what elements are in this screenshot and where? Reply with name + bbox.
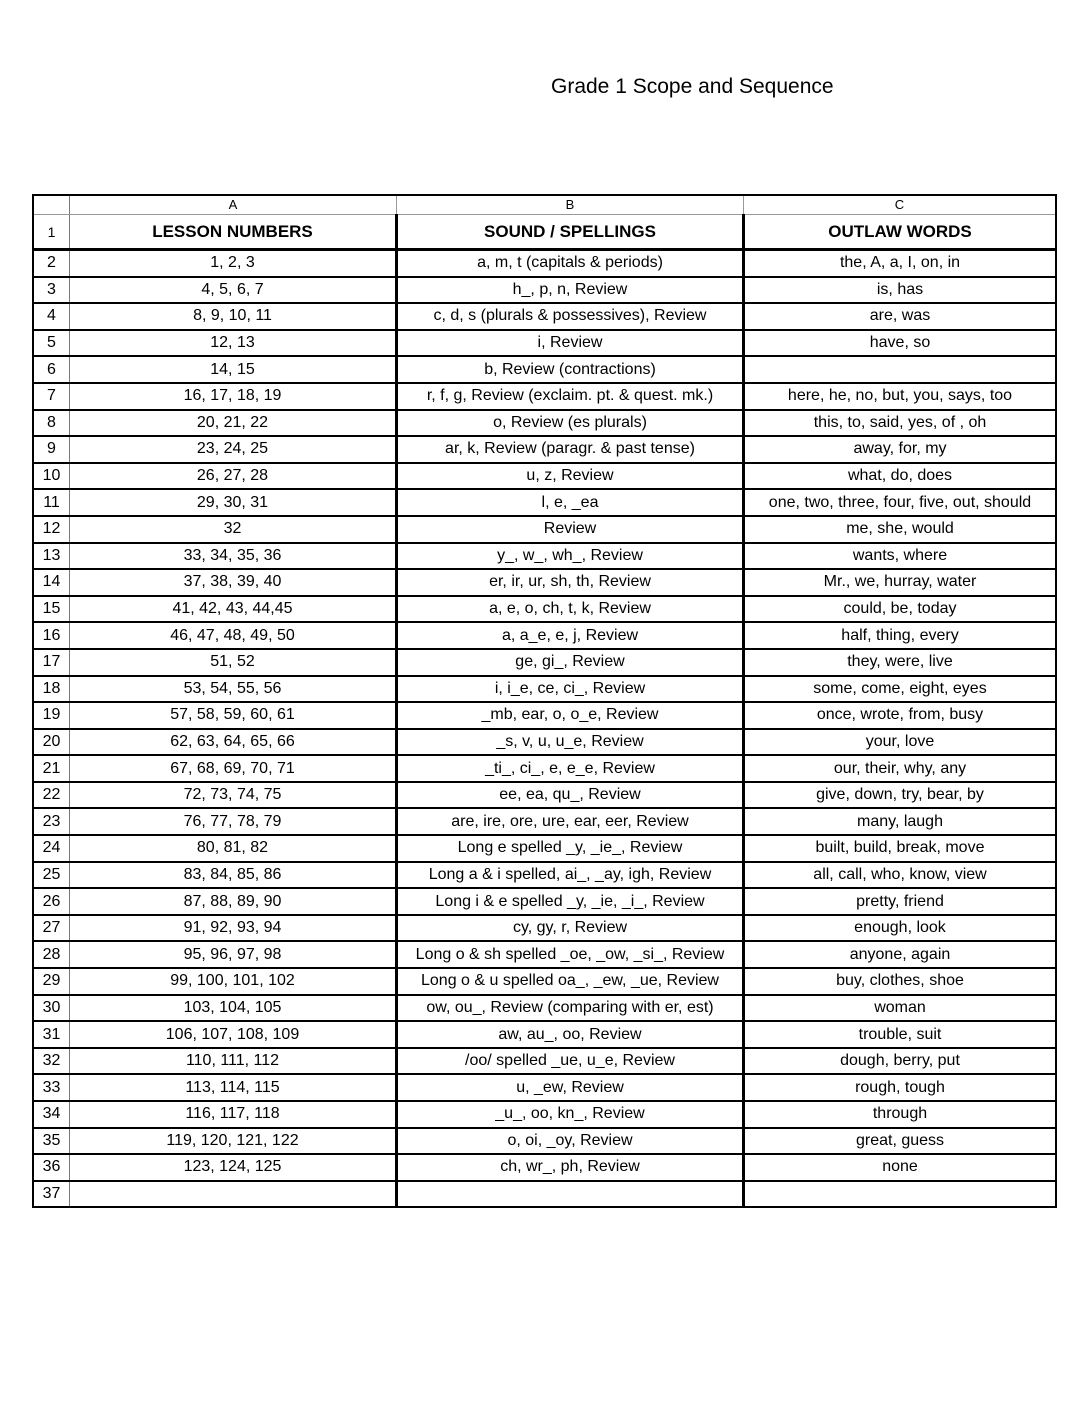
row-number: 26 (33, 888, 70, 915)
sound-spellings-cell: h_, p, n, Review (397, 277, 744, 304)
lesson-numbers-cell: 119, 120, 121, 122 (70, 1128, 397, 1155)
sound-spellings-cell: _ti_, ci_, e, e_e, Review (397, 755, 744, 782)
row-number: 13 (33, 543, 70, 570)
outlaw-words-cell: dough, berry, put (744, 1048, 1057, 1075)
outlaw-words-cell: through (744, 1101, 1057, 1128)
lesson-numbers-cell: 72, 73, 74, 75 (70, 782, 397, 809)
lesson-numbers-cell: 57, 58, 59, 60, 61 (70, 702, 397, 729)
sound-spellings-cell: Long i & e spelled _y, _ie, _i_, Review (397, 888, 744, 915)
sound-spellings-cell: Review (397, 516, 744, 543)
outlaw-words-cell (744, 356, 1057, 383)
sound-spellings-cell: ge, gi_, Review (397, 649, 744, 676)
sound-spellings-cell: i, i_e, ce, ci_, Review (397, 676, 744, 703)
table-row (33, 596, 1056, 623)
sound-spellings-cell: er, ir, ur, sh, th, Review (397, 569, 744, 596)
column-letter-b: B (397, 195, 744, 215)
row-number: 34 (33, 1101, 70, 1128)
row-number: 25 (33, 862, 70, 889)
row-number: 11 (33, 489, 70, 516)
outlaw-words-cell: Mr., we, hurray, water (744, 569, 1057, 596)
outlaw-words-cell: great, guess (744, 1128, 1057, 1155)
table-row (33, 622, 1056, 649)
row-number: 18 (33, 676, 70, 703)
row-number: 21 (33, 755, 70, 782)
outlaw-words-cell (744, 1181, 1057, 1207)
table-row (33, 649, 1056, 676)
lesson-numbers-cell: 26, 27, 28 (70, 463, 397, 490)
header-outlaw-words: OUTLAW WORDS (744, 215, 1057, 250)
row-number: 23 (33, 808, 70, 835)
table-row (33, 303, 1056, 330)
table-row (33, 941, 1056, 968)
scope-sequence-table (32, 194, 1057, 1208)
row-number: 10 (33, 463, 70, 490)
outlaw-words-cell: could, be, today (744, 596, 1057, 623)
table-row (33, 1074, 1056, 1101)
table-row (33, 516, 1056, 543)
lesson-numbers-cell: 87, 88, 89, 90 (70, 888, 397, 915)
table-row (33, 1021, 1056, 1048)
table-row (33, 888, 1056, 915)
lesson-numbers-cell: 103, 104, 105 (70, 995, 397, 1022)
row-number: 5 (33, 330, 70, 357)
table-row (33, 277, 1056, 304)
row-number: 32 (33, 1048, 70, 1075)
sound-spellings-cell: Long e spelled _y, _ie_, Review (397, 835, 744, 862)
corner-cell (33, 195, 70, 215)
sound-spellings-cell (397, 1181, 744, 1207)
lesson-numbers-cell: 106, 107, 108, 109 (70, 1021, 397, 1048)
outlaw-words-cell: once, wrote, from, busy (744, 702, 1057, 729)
row-number: 36 (33, 1154, 70, 1181)
outlaw-words-cell: this, to, said, yes, of , oh (744, 410, 1057, 437)
sound-spellings-cell: r, f, g, Review (exclaim. pt. & quest. mk.) (397, 383, 744, 410)
table-row (33, 676, 1056, 703)
row-number: 19 (33, 702, 70, 729)
sound-spellings-cell: o, Review (es plurals) (397, 410, 744, 437)
sound-spellings-cell: _u_, oo, kn_, Review (397, 1101, 744, 1128)
table-row (33, 835, 1056, 862)
lesson-numbers-cell: 29, 30, 31 (70, 489, 397, 516)
table-row (33, 702, 1056, 729)
outlaw-words-cell: trouble, suit (744, 1021, 1057, 1048)
column-letter-a: A (70, 195, 397, 215)
outlaw-words-cell: have, so (744, 330, 1057, 357)
outlaw-words-cell: rough, tough (744, 1074, 1057, 1101)
table-row (33, 782, 1056, 809)
table-body (33, 195, 1056, 1207)
table-row (33, 1101, 1056, 1128)
row-number: 8 (33, 410, 70, 437)
outlaw-words-cell: the, A, a, I, on, in (744, 250, 1057, 277)
sound-spellings-cell: c, d, s (plurals & possessives), Review (397, 303, 744, 330)
row-number: 28 (33, 941, 70, 968)
outlaw-words-cell: away, for, my (744, 436, 1057, 463)
sound-spellings-cell: /oo/ spelled _ue, u_e, Review (397, 1048, 744, 1075)
outlaw-words-cell: here, he, no, but, you, says, too (744, 383, 1057, 410)
row-number: 4 (33, 303, 70, 330)
outlaw-words-cell: give, down, try, bear, by (744, 782, 1057, 809)
row-number: 15 (33, 596, 70, 623)
table-row (33, 968, 1056, 995)
table-row (33, 250, 1056, 277)
outlaw-words-cell: pretty, friend (744, 888, 1057, 915)
outlaw-words-cell: your, love (744, 729, 1057, 756)
sound-spellings-cell: i, Review (397, 330, 744, 357)
outlaw-words-cell: our, their, why, any (744, 755, 1057, 782)
row-number: 7 (33, 383, 70, 410)
row-number: 17 (33, 649, 70, 676)
outlaw-words-cell: enough, look (744, 915, 1057, 942)
table-row (33, 383, 1056, 410)
sound-spellings-cell: a, m, t (capitals & periods) (397, 250, 744, 277)
sound-spellings-cell: aw, au_, oo, Review (397, 1021, 744, 1048)
sound-spellings-cell: are, ire, ore, ure, ear, eer, Review (397, 808, 744, 835)
lesson-numbers-cell: 95, 96, 97, 98 (70, 941, 397, 968)
lesson-numbers-cell: 76, 77, 78, 79 (70, 808, 397, 835)
column-letter-row (33, 195, 1056, 215)
lesson-numbers-cell: 14, 15 (70, 356, 397, 383)
row-number: 35 (33, 1128, 70, 1155)
table-row (33, 436, 1056, 463)
table-row (33, 356, 1056, 383)
lesson-numbers-cell: 110, 111, 112 (70, 1048, 397, 1075)
lesson-numbers-cell: 99, 100, 101, 102 (70, 968, 397, 995)
lesson-numbers-cell: 4, 5, 6, 7 (70, 277, 397, 304)
sound-spellings-cell: Long o & sh spelled _oe, _ow, _si_, Review (397, 941, 744, 968)
lesson-numbers-cell: 46, 47, 48, 49, 50 (70, 622, 397, 649)
lesson-numbers-cell (70, 1181, 397, 1207)
table-row (33, 862, 1056, 889)
lesson-numbers-cell: 91, 92, 93, 94 (70, 915, 397, 942)
outlaw-words-cell: are, was (744, 303, 1057, 330)
row-number: 9 (33, 436, 70, 463)
sound-spellings-cell: a, e, o, ch, t, k, Review (397, 596, 744, 623)
table-row (33, 1128, 1056, 1155)
table-row (33, 915, 1056, 942)
table-row (33, 1181, 1056, 1207)
table-row (33, 1048, 1056, 1075)
header-sound-spellings: SOUND / SPELLINGS (397, 215, 744, 250)
lesson-numbers-cell: 41, 42, 43, 44,45 (70, 596, 397, 623)
outlaw-words-cell: buy, clothes, shoe (744, 968, 1057, 995)
header-lesson-numbers: LESSON NUMBERS (70, 215, 397, 250)
table-row (33, 489, 1056, 516)
row-number: 3 (33, 277, 70, 304)
row-number: 14 (33, 569, 70, 596)
row-number: 20 (33, 729, 70, 756)
lesson-numbers-cell: 67, 68, 69, 70, 71 (70, 755, 397, 782)
outlaw-words-cell: none (744, 1154, 1057, 1181)
outlaw-words-cell: anyone, again (744, 941, 1057, 968)
header-row (33, 215, 1056, 250)
lesson-numbers-cell: 53, 54, 55, 56 (70, 676, 397, 703)
table-row (33, 330, 1056, 357)
row-number: 24 (33, 835, 70, 862)
outlaw-words-cell: woman (744, 995, 1057, 1022)
sound-spellings-cell: Long o & u spelled oa_, _ew, _ue, Review (397, 968, 744, 995)
sound-spellings-cell: ar, k, Review (paragr. & past tense) (397, 436, 744, 463)
lesson-numbers-cell: 33, 34, 35, 36 (70, 543, 397, 570)
row-number: 6 (33, 356, 70, 383)
sound-spellings-cell: cy, gy, r, Review (397, 915, 744, 942)
outlaw-words-cell: wants, where (744, 543, 1057, 570)
sound-spellings-cell: _s, v, u, u_e, Review (397, 729, 744, 756)
row-number: 29 (33, 968, 70, 995)
lesson-numbers-cell: 37, 38, 39, 40 (70, 569, 397, 596)
lesson-numbers-cell: 16, 17, 18, 19 (70, 383, 397, 410)
page-title: Grade 1 Scope and Sequence (551, 75, 834, 98)
outlaw-words-cell: built, build, break, move (744, 835, 1057, 862)
sound-spellings-cell: ow, ou_, Review (comparing with er, est) (397, 995, 744, 1022)
row-number: 37 (33, 1181, 70, 1207)
table-row (33, 808, 1056, 835)
outlaw-words-cell: some, come, eight, eyes (744, 676, 1057, 703)
sound-spellings-cell: a, a_e, e, j, Review (397, 622, 744, 649)
lesson-numbers-cell: 62, 63, 64, 65, 66 (70, 729, 397, 756)
row-number: 12 (33, 516, 70, 543)
outlaw-words-cell: what, do, does (744, 463, 1057, 490)
table-row (33, 569, 1056, 596)
sound-spellings-cell: u, _ew, Review (397, 1074, 744, 1101)
sound-spellings-cell: ee, ea, qu_, Review (397, 782, 744, 809)
sound-spellings-cell: ch, wr_, ph, Review (397, 1154, 744, 1181)
row-number: 16 (33, 622, 70, 649)
row-number: 33 (33, 1074, 70, 1101)
outlaw-words-cell: all, call, who, know, view (744, 862, 1057, 889)
outlaw-words-cell: is, has (744, 277, 1057, 304)
lesson-numbers-cell: 51, 52 (70, 649, 397, 676)
sound-spellings-cell: o, oi, _oy, Review (397, 1128, 744, 1155)
lesson-numbers-cell: 1, 2, 3 (70, 250, 397, 277)
table-row (33, 410, 1056, 437)
lesson-numbers-cell: 32 (70, 516, 397, 543)
table-row (33, 755, 1056, 782)
table-row (33, 1154, 1056, 1181)
outlaw-words-cell: one, two, three, four, five, out, should (744, 489, 1057, 516)
sound-spellings-cell: u, z, Review (397, 463, 744, 490)
lesson-numbers-cell: 123, 124, 125 (70, 1154, 397, 1181)
lesson-numbers-cell: 83, 84, 85, 86 (70, 862, 397, 889)
outlaw-words-cell: many, laugh (744, 808, 1057, 835)
table-row (33, 463, 1056, 490)
sound-spellings-cell: y_, w_, wh_, Review (397, 543, 744, 570)
outlaw-words-cell: half, thing, every (744, 622, 1057, 649)
outlaw-words-cell: me, she, would (744, 516, 1057, 543)
lesson-numbers-cell: 20, 21, 22 (70, 410, 397, 437)
lesson-numbers-cell: 12, 13 (70, 330, 397, 357)
lesson-numbers-cell: 116, 117, 118 (70, 1101, 397, 1128)
table-row (33, 543, 1056, 570)
row-number: 27 (33, 915, 70, 942)
lesson-numbers-cell: 113, 114, 115 (70, 1074, 397, 1101)
outlaw-words-cell: they, were, live (744, 649, 1057, 676)
sound-spellings-cell: l, e, _ea (397, 489, 744, 516)
table-row (33, 995, 1056, 1022)
sound-spellings-cell: _mb, ear, o, o_e, Review (397, 702, 744, 729)
row-number: 22 (33, 782, 70, 809)
lesson-numbers-cell: 8, 9, 10, 11 (70, 303, 397, 330)
lesson-numbers-cell: 80, 81, 82 (70, 835, 397, 862)
table-row (33, 729, 1056, 756)
row-number: 31 (33, 1021, 70, 1048)
row-number: 30 (33, 995, 70, 1022)
row-number: 2 (33, 250, 70, 277)
column-letter-c: C (744, 195, 1057, 215)
sound-spellings-cell: Long a & i spelled, ai_, _ay, igh, Review (397, 862, 744, 889)
lesson-numbers-cell: 23, 24, 25 (70, 436, 397, 463)
sound-spellings-cell: b, Review (contractions) (397, 356, 744, 383)
row-number: 1 (33, 215, 70, 250)
